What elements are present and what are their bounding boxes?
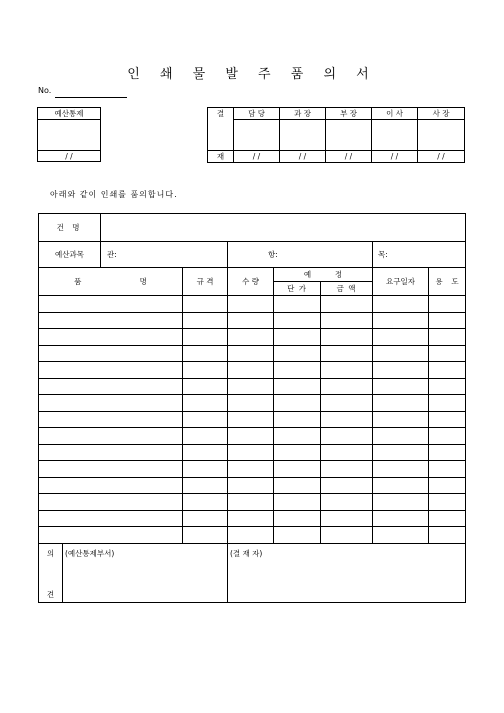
amount-cell[interactable] xyxy=(321,428,373,445)
quantity-cell[interactable] xyxy=(228,312,274,329)
amount-cell[interactable] xyxy=(321,378,373,395)
due-date-cell[interactable] xyxy=(373,461,429,478)
table-row xyxy=(39,510,466,527)
table-row xyxy=(39,428,466,445)
approval-date-staff[interactable]: / / xyxy=(234,151,280,163)
intro-text: 아래와 같이 인쇄를 품의합니다. xyxy=(50,190,178,199)
spec-cell[interactable] xyxy=(183,527,228,544)
col-header-estimate-a: 예 xyxy=(303,270,312,279)
use-cell[interactable] xyxy=(429,312,466,329)
due-date-cell[interactable] xyxy=(373,362,429,379)
table-row xyxy=(39,461,466,478)
use-cell[interactable] xyxy=(429,461,466,478)
col-header-unit-price: 단 가 xyxy=(274,282,321,296)
approval-role-section-chief: 과 장 xyxy=(280,108,326,120)
amount-cell[interactable] xyxy=(321,461,373,478)
quantity-cell[interactable] xyxy=(228,477,274,494)
spec-cell[interactable] xyxy=(183,395,228,412)
approval-side-label-top: 결 xyxy=(208,108,234,151)
use-cell[interactable] xyxy=(429,494,466,511)
spec-cell[interactable] xyxy=(183,329,228,346)
unit-price-cell[interactable] xyxy=(274,494,321,511)
table-row xyxy=(39,345,466,362)
item-name-cell[interactable] xyxy=(39,527,183,544)
quantity-cell[interactable] xyxy=(228,329,274,346)
amount-cell[interactable] xyxy=(321,345,373,362)
item-name-cell[interactable] xyxy=(39,296,183,313)
col-header-spec: 규 격 xyxy=(183,268,228,296)
amount-cell[interactable] xyxy=(321,411,373,428)
subject-field[interactable] xyxy=(101,214,466,242)
unit-price-cell[interactable] xyxy=(274,362,321,379)
use-cell[interactable] xyxy=(429,362,466,379)
quantity-cell[interactable] xyxy=(228,527,274,544)
table-row xyxy=(39,395,466,412)
item-name-cell[interactable] xyxy=(39,329,183,346)
table-row xyxy=(39,362,466,379)
budget-hang-field[interactable]: 항: xyxy=(228,242,373,268)
approval-side-label-bottom: 재 xyxy=(208,151,234,163)
quantity-cell[interactable] xyxy=(228,411,274,428)
spec-cell[interactable] xyxy=(183,444,228,461)
amount-cell[interactable] xyxy=(321,444,373,461)
quantity-cell[interactable] xyxy=(228,428,274,445)
approval-role-president: 사 장 xyxy=(418,108,465,120)
due-date-cell[interactable] xyxy=(373,345,429,362)
col-header-estimate xyxy=(274,268,373,282)
amount-cell[interactable] xyxy=(321,395,373,412)
document-number-label: No. xyxy=(38,86,52,95)
unit-price-cell[interactable] xyxy=(274,411,321,428)
approval-date-president[interactable]: / / xyxy=(418,151,465,163)
quantity-cell[interactable] xyxy=(228,494,274,511)
spec-cell[interactable] xyxy=(183,461,228,478)
quantity-cell[interactable] xyxy=(228,296,274,313)
use-cell[interactable] xyxy=(429,411,466,428)
spec-cell[interactable] xyxy=(183,312,228,329)
unit-price-cell[interactable] xyxy=(274,444,321,461)
item-name-cell[interactable] xyxy=(39,411,183,428)
due-date-cell[interactable] xyxy=(373,527,429,544)
spec-cell[interactable] xyxy=(183,362,228,379)
approval-date-director[interactable]: / / xyxy=(372,151,418,163)
quantity-cell[interactable] xyxy=(228,362,274,379)
table-row xyxy=(39,411,466,428)
col-header-quantity: 수 량 xyxy=(228,268,274,296)
use-cell[interactable] xyxy=(429,444,466,461)
quantity-cell[interactable] xyxy=(228,345,274,362)
document-number-field[interactable] xyxy=(55,97,127,98)
item-name-cell[interactable] xyxy=(39,477,183,494)
table-row xyxy=(39,378,466,395)
quantity-cell[interactable] xyxy=(228,510,274,527)
table-row xyxy=(39,312,466,329)
unit-price-cell[interactable] xyxy=(274,395,321,412)
spec-cell[interactable] xyxy=(183,494,228,511)
approval-role-staff: 담 당 xyxy=(234,108,280,120)
item-name-cell[interactable] xyxy=(39,428,183,445)
item-name-cell[interactable] xyxy=(39,378,183,395)
budget-control-stamp[interactable] xyxy=(38,120,101,151)
due-date-cell[interactable] xyxy=(373,329,429,346)
use-cell[interactable] xyxy=(429,510,466,527)
quantity-cell[interactable] xyxy=(228,444,274,461)
due-date-cell[interactable] xyxy=(373,444,429,461)
amount-cell[interactable] xyxy=(321,362,373,379)
budget-item-label: 예산과목 xyxy=(39,242,101,268)
budget-control-box xyxy=(37,107,101,162)
approval-sign-director[interactable] xyxy=(372,120,418,151)
unit-price-cell[interactable] xyxy=(274,329,321,346)
approval-role-director: 이 사 xyxy=(372,108,418,120)
amount-cell[interactable] xyxy=(321,477,373,494)
item-name-cell[interactable] xyxy=(39,345,183,362)
unit-price-cell[interactable] xyxy=(274,428,321,445)
due-date-cell[interactable] xyxy=(373,296,429,313)
due-date-cell[interactable] xyxy=(373,510,429,527)
approver-opinion-field[interactable] xyxy=(228,543,466,602)
item-name-cell[interactable] xyxy=(39,461,183,478)
amount-cell[interactable] xyxy=(321,312,373,329)
quantity-cell[interactable] xyxy=(228,378,274,395)
budget-mok-field[interactable]: 목: xyxy=(373,242,466,268)
unit-price-cell[interactable] xyxy=(274,345,321,362)
item-name-cell[interactable] xyxy=(39,494,183,511)
unit-price-cell[interactable] xyxy=(274,477,321,494)
opinion-label-top: 의 xyxy=(46,548,55,558)
col-header-amount: 금 액 xyxy=(321,282,373,296)
col-header-due-date: 요구일자 xyxy=(373,268,429,296)
table-row xyxy=(39,329,466,346)
col-header-estimate-b: 정 xyxy=(334,270,343,279)
page-title: 인 쇄 물 발 주 품 의 서 xyxy=(127,67,377,82)
due-date-cell[interactable] xyxy=(373,378,429,395)
due-date-cell[interactable] xyxy=(373,395,429,412)
spec-cell[interactable] xyxy=(183,411,228,428)
due-date-cell[interactable] xyxy=(373,312,429,329)
table-row xyxy=(39,494,466,511)
budget-control-header: 예산통제 xyxy=(38,108,101,120)
due-date-cell[interactable] xyxy=(373,428,429,445)
order-form-table xyxy=(38,213,466,603)
approval-date-dept-head[interactable]: / / xyxy=(326,151,372,163)
unit-price-cell[interactable] xyxy=(274,312,321,329)
use-cell[interactable] xyxy=(429,329,466,346)
col-header-item-b: 명 xyxy=(139,277,147,286)
opinion-label xyxy=(39,543,63,602)
spec-cell[interactable] xyxy=(183,510,228,527)
item-name-cell[interactable] xyxy=(39,312,183,329)
budget-gwan-field[interactable]: 관: xyxy=(101,242,228,268)
col-header-use xyxy=(429,268,466,296)
table-row xyxy=(39,444,466,461)
spec-cell[interactable] xyxy=(183,477,228,494)
spec-cell[interactable] xyxy=(183,296,228,313)
col-header-use-a: 용 xyxy=(435,277,443,286)
unit-price-cell[interactable] xyxy=(274,527,321,544)
approval-sign-section-chief[interactable] xyxy=(280,120,326,151)
amount-cell[interactable] xyxy=(321,510,373,527)
unit-price-cell[interactable] xyxy=(274,510,321,527)
amount-cell[interactable] xyxy=(321,296,373,313)
use-cell[interactable] xyxy=(429,378,466,395)
col-header-item-a: 품 xyxy=(74,277,82,286)
spec-cell[interactable] xyxy=(183,378,228,395)
spec-cell[interactable] xyxy=(183,345,228,362)
budget-dept-label: (예산통제부서) xyxy=(65,548,115,558)
quantity-cell[interactable] xyxy=(228,461,274,478)
amount-cell[interactable] xyxy=(321,329,373,346)
use-cell[interactable] xyxy=(429,296,466,313)
use-cell[interactable] xyxy=(429,345,466,362)
amount-cell[interactable] xyxy=(321,494,373,511)
use-cell[interactable] xyxy=(429,395,466,412)
approval-date-section-chief[interactable]: / / xyxy=(280,151,326,163)
use-cell[interactable] xyxy=(429,527,466,544)
use-cell[interactable] xyxy=(429,477,466,494)
table-row xyxy=(39,527,466,544)
budget-dept-opinion-field[interactable] xyxy=(63,543,228,602)
approval-role-dept-head: 부 장 xyxy=(326,108,372,120)
use-cell[interactable] xyxy=(429,428,466,445)
subject-label: 건 명 xyxy=(39,214,101,242)
table-row xyxy=(39,477,466,494)
item-name-cell[interactable] xyxy=(39,395,183,412)
table-row xyxy=(39,296,466,313)
approval-box xyxy=(207,107,465,163)
amount-cell[interactable] xyxy=(321,527,373,544)
budget-control-date[interactable]: / / xyxy=(38,151,101,162)
due-date-cell[interactable] xyxy=(373,477,429,494)
col-header-item-name xyxy=(39,268,183,296)
item-name-cell[interactable] xyxy=(39,362,183,379)
col-header-use-b: 도 xyxy=(451,277,459,286)
spec-cell[interactable] xyxy=(183,428,228,445)
unit-price-cell[interactable] xyxy=(274,296,321,313)
unit-price-cell[interactable] xyxy=(274,378,321,395)
approval-sign-staff[interactable] xyxy=(234,120,280,151)
approver-label: (결 재 자) xyxy=(230,548,263,558)
item-name-cell[interactable] xyxy=(39,444,183,461)
quantity-cell[interactable] xyxy=(228,395,274,412)
due-date-cell[interactable] xyxy=(373,494,429,511)
due-date-cell[interactable] xyxy=(373,411,429,428)
approval-sign-dept-head[interactable] xyxy=(326,120,372,151)
opinion-label-bottom: 견 xyxy=(46,589,55,599)
approval-sign-president[interactable] xyxy=(418,120,465,151)
unit-price-cell[interactable] xyxy=(274,461,321,478)
item-name-cell[interactable] xyxy=(39,510,183,527)
